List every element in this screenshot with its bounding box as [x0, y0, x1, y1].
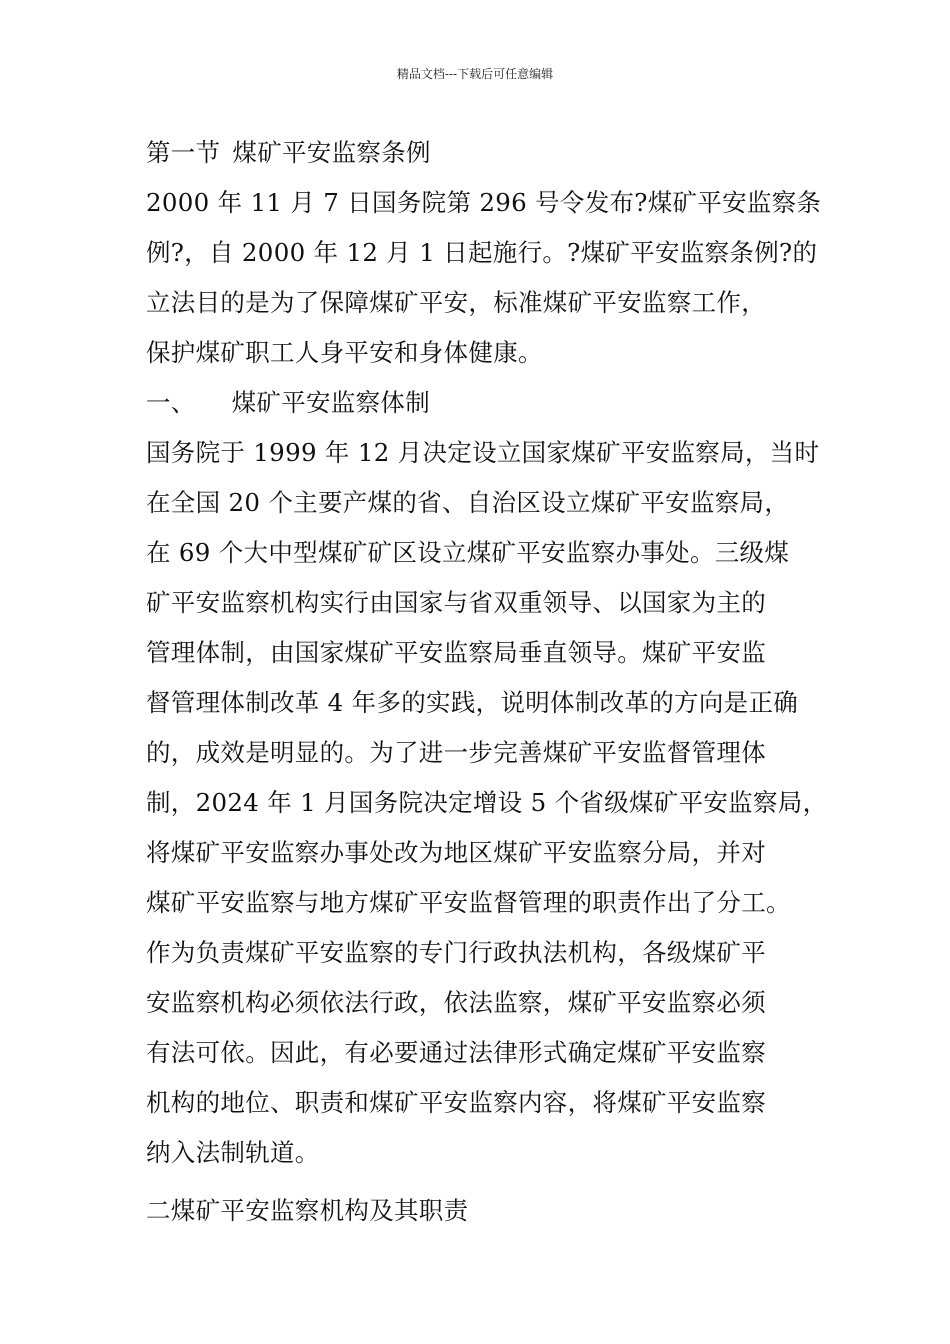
- paragraph-line: 例?，自 2000 年 12 月 1 日起施行。?煤矿平安监察条例?的: [146, 238, 818, 267]
- heading-2: 二煤矿平安监察机构及其职责: [146, 1196, 469, 1225]
- page-header: [0, 66, 950, 82]
- section-heading: [146, 128, 826, 178]
- section-title: 煤矿平安监察条例: [232, 138, 431, 167]
- paragraph-line: 国务院于 1999 年 12 月决定设立国家煤矿平安监察局，当时: [146, 438, 820, 467]
- header-text: 精品文档---下载后可任意编辑: [396, 67, 554, 81]
- paragraph-line: 煤矿平安监察与地方煤矿平安监督管理的职责作出了分工。: [146, 888, 791, 917]
- paragraph-line: 纳入法制轨道。: [146, 1138, 320, 1167]
- paragraph-line: 管理体制，由国家煤矿平安监察局垂直领导。煤矿平安监: [146, 638, 766, 667]
- paragraph-line: 在全国 20 个主要产煤的省、自治区设立煤矿平安监察局，: [146, 488, 790, 517]
- paragraph-line: 立法目的是为了保障煤矿平安，标准煤矿平安监察工作，: [146, 288, 766, 317]
- paragraph-line: 机构的地位、职责和煤矿平安监察内容，将煤矿平安监察: [146, 1088, 766, 1117]
- paragraph-line: 的，成效是明显的。为了进一步完善煤矿平安监督管理体: [146, 738, 766, 767]
- heading-1: [146, 378, 826, 428]
- document-body: [146, 128, 826, 1236]
- paragraph-line: 2000 年 11 月 7 日国务院第 296 号令发布?煤矿平安监察条: [146, 188, 822, 217]
- paragraph-line: 在 69 个大中型煤矿矿区设立煤矿平安监察办事处。三级煤: [146, 538, 790, 567]
- paragraph-line: 制，2024 年 1 月国务院决定增设 5 个省级煤矿平安监察局，: [146, 788, 828, 817]
- paragraph-line: 保护煤矿职工人身平安和身体健康。: [146, 338, 543, 367]
- paragraph-line: 督管理体制改革 4 年多的实践，说明体制改革的方向是正确: [146, 688, 799, 717]
- paragraph-line: 作为负责煤矿平安监察的专门行政执法机构，各级煤矿平: [146, 938, 766, 967]
- paragraph-2: [146, 428, 826, 1178]
- section-number: 第一节: [146, 138, 221, 167]
- paragraph-line: 有法可依。因此，有必要通过法律形式确定煤矿平安监察: [146, 1038, 766, 1067]
- paragraph-line: 将煤矿平安监察办事处改为地区煤矿平安监察分局，并对: [146, 838, 766, 867]
- paragraph-line: 安监察机构必须依法行政，依法监察，煤矿平安监察必须: [146, 988, 766, 1017]
- heading-1-title: 煤矿平安监察体制: [231, 388, 431, 417]
- paragraph-line: 矿平安监察机构实行由国家与省双重领导、以国家为主的: [146, 588, 766, 617]
- heading-1-number: 一、: [146, 388, 196, 417]
- paragraph-1: [146, 178, 826, 378]
